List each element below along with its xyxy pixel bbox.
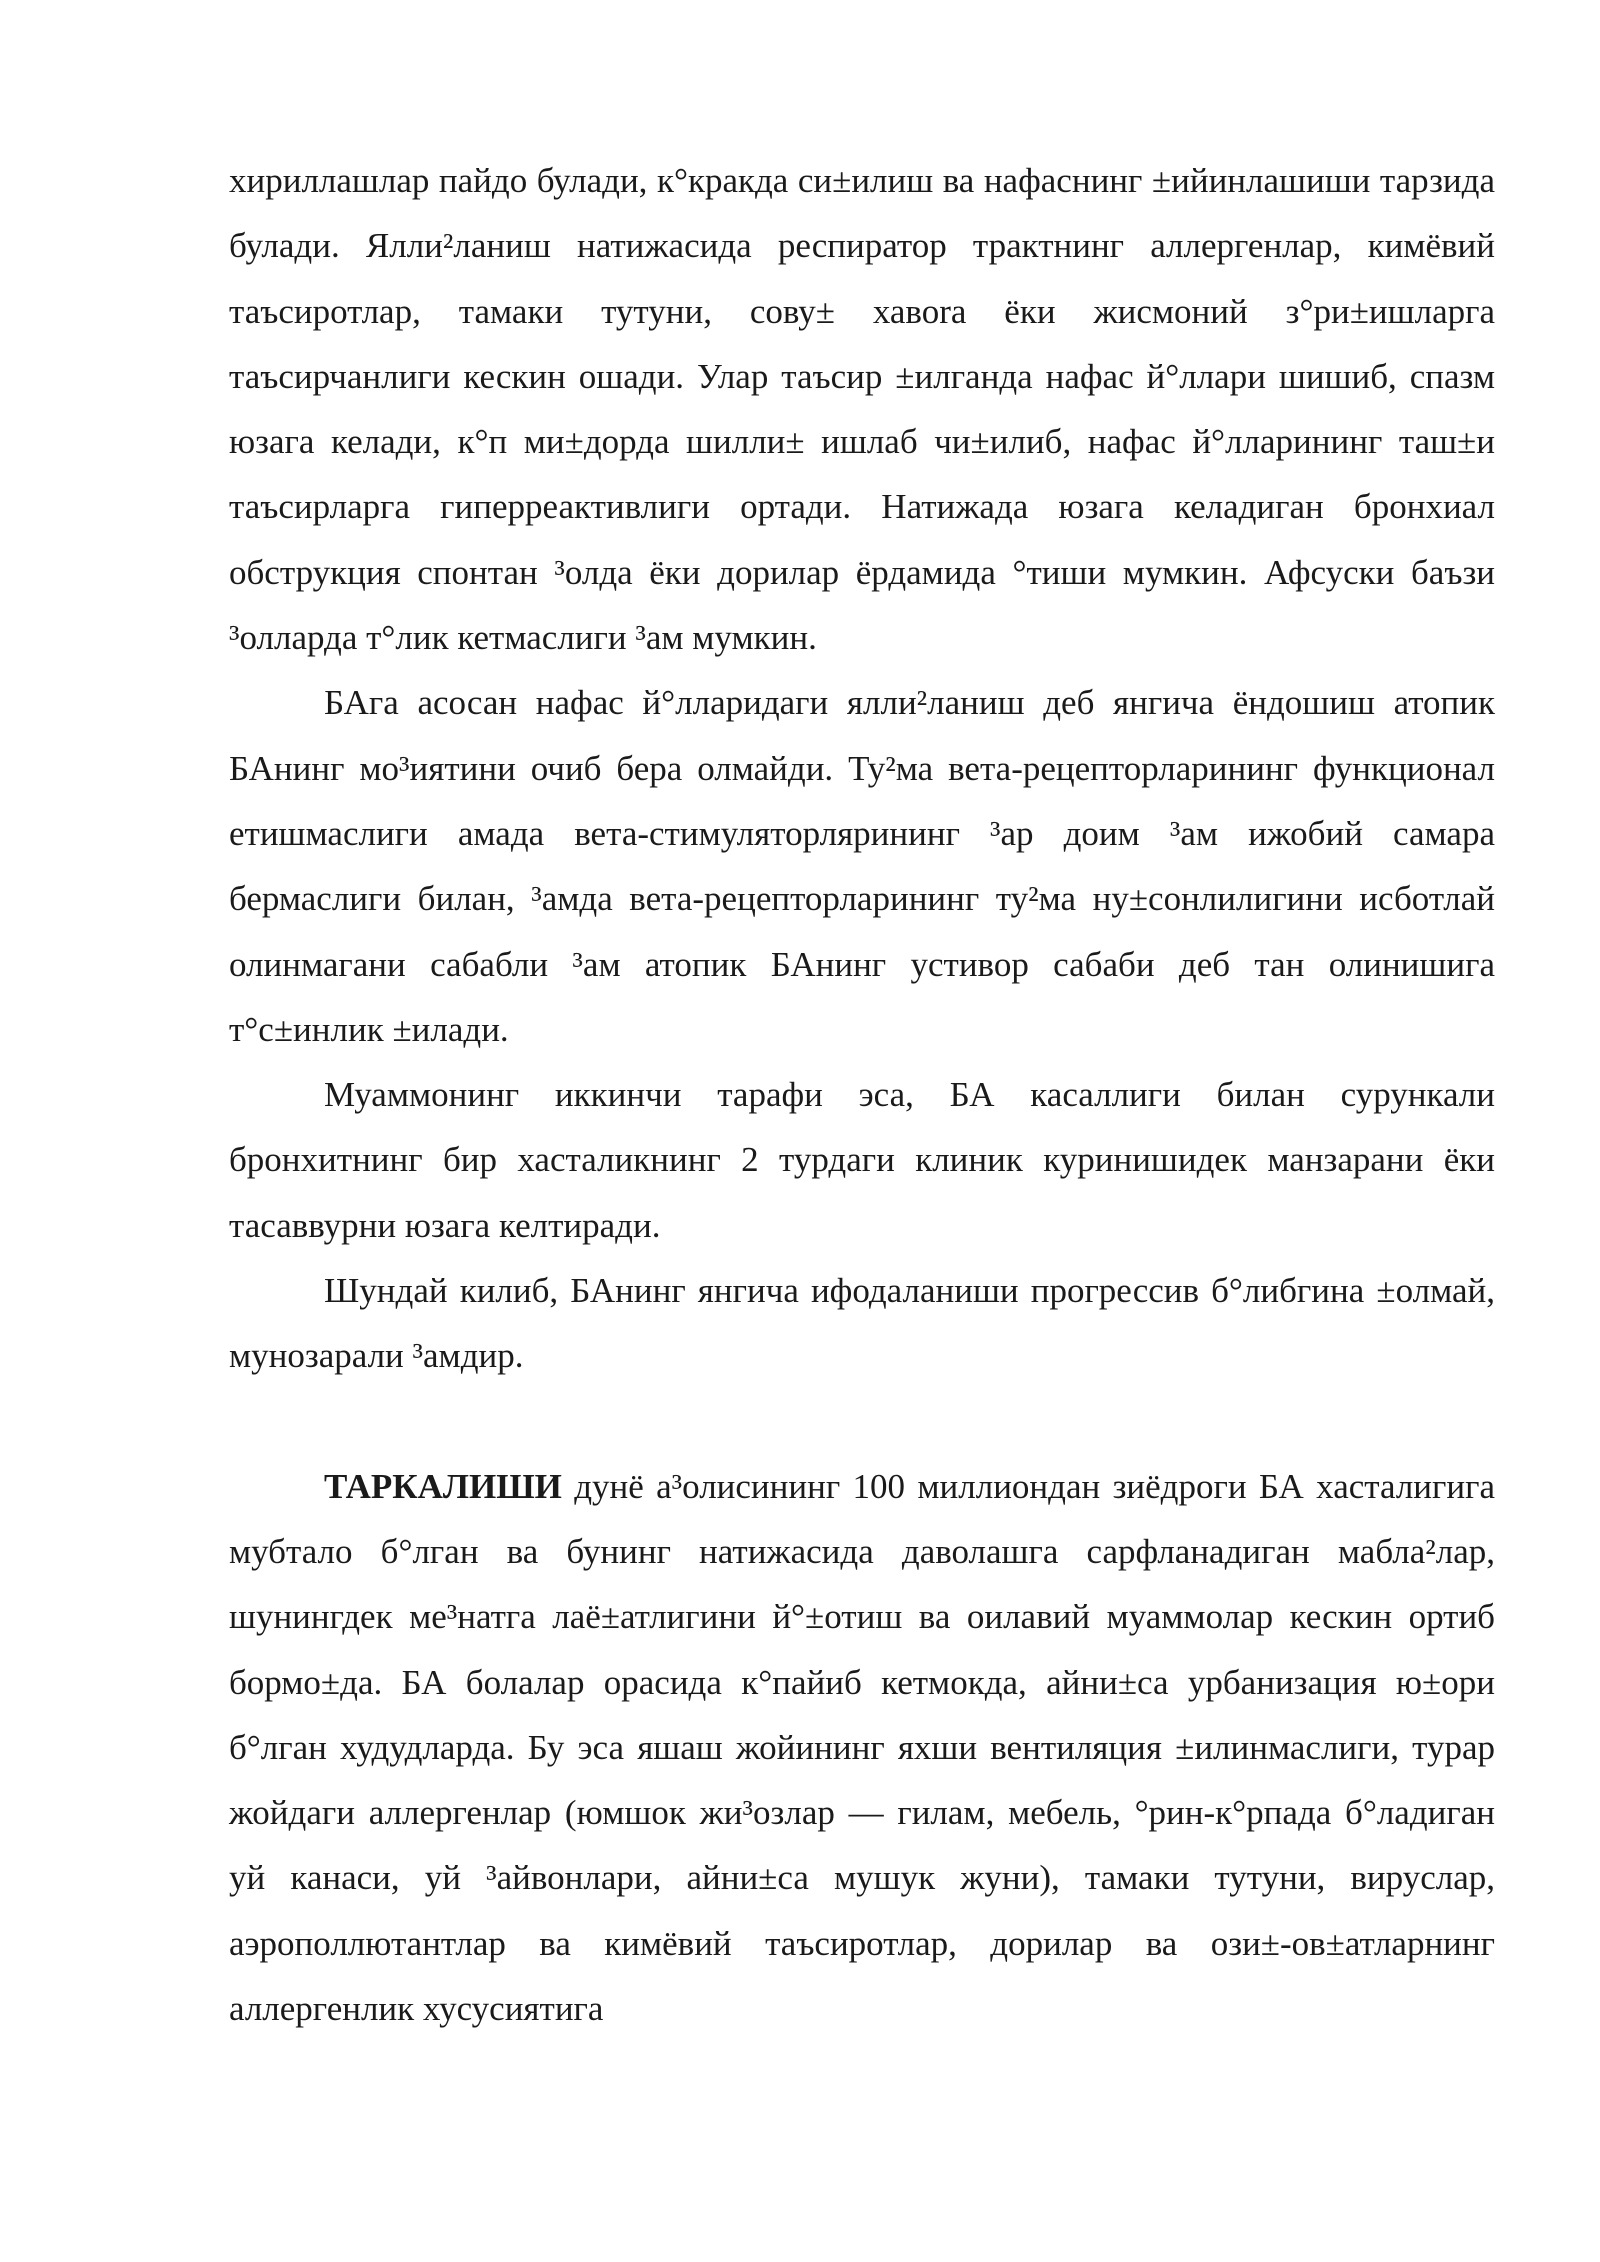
paragraph-continuation: хириллашлар пайдо булади, к°кракда си±илиш ва нафаснинг ±ийинлашиши тарзида булади. Ялли²ланиш натижасида респиратор трактнинг аллергенлар, кимёвий таъсиротлар, тамаки тутуни, сову± хавоrа ёки жисмоний з°ри±ишларга таъсирчанлиги кескин ошади. Улар таъсир ±илганда нафас й°ллари шишиб, спазм юзага келади, к°п ми±дорда шилли± ишлаб чи±илиб, нафас й°лларининг таш±и таъсирларга гиперреактивлиги ортади. Натижада юзага келадиган бронхиал обструкция спонтан ³олда ёки дорилар ёрдамида °тиши мумкин. Афсуски баъзи ³олларда т°лик кетмаслиги ³ам мумкин. bbox=[229, 161, 1495, 658]
document-page bbox=[229, 148, 1495, 2041]
section-heading: ТАРКАЛИШИ bbox=[324, 1466, 562, 1506]
section-prevalence bbox=[229, 1454, 1495, 2042]
section-spacer bbox=[229, 1389, 1495, 1454]
section-text: дунё а³олисининг 100 миллиондан зиёдроги БА хасталигига мубтало б°лган ва бунинг натижасида даволашга сарфланадиган мабла²лар, шунингдек ме³натга лаё±атлигини й°±отиш ва оилавий муаммолар кескин ортиб бормо±да. БА болалар орасида к°пайиб кетмокда, айни±са урбанизация ю±ори б°лган худудларда. Бу эса яшаш жойининг яхши вентиляция ±илинмаслиги, турар жойдаги аллергенлар (юмшок жи³озлар — гилам, мебель, °рин-к°рпада б°ладиган уй канаси, уй ³айвонлари, айни±са мушук жуни), тамаки тутуни, вируслар, аэрополлютантлар ва кимёвий таъсиротлар, дорилар ва ози±-ов±атларнинг аллергенлик хусусиятига bbox=[229, 1466, 1496, 2029]
paragraph-problem-second-side: Муаммонинг иккинчи тарафи эса, БА касаллиги билан сурункали бронхитнинг бир хасталикнинг 2 турдаги клиник куринишидек манзарани ёки тасаввурни юзага келтиради. bbox=[229, 1075, 1495, 1245]
paragraph-ba-inflammation: БАга асосан нафас й°лларидаги ялли²ланиш деб янгича ёндошиш атопик БАнинг мо³иятини очиб бера олмайди. Ту²ма вета-рецепторларининг функционал етишмаслиги амада вета-стимуляторлярининг ³ар доим ³ам ижобий самара бермаслиги билан, ³амда вета-рецепторларининг ту²ма ну±сонлилигини исботлай олинмагани сабабли ³ам атопик БАнинг устивор сабаби деб тан олинишига т°с±инлик ±илади. bbox=[229, 683, 1495, 1049]
paragraph-conclusion: Шундай килиб, БАнинг янгича ифодаланиши прогрессив б°либгина ±олмай, мунозарали ³амдир. bbox=[229, 1271, 1495, 1376]
